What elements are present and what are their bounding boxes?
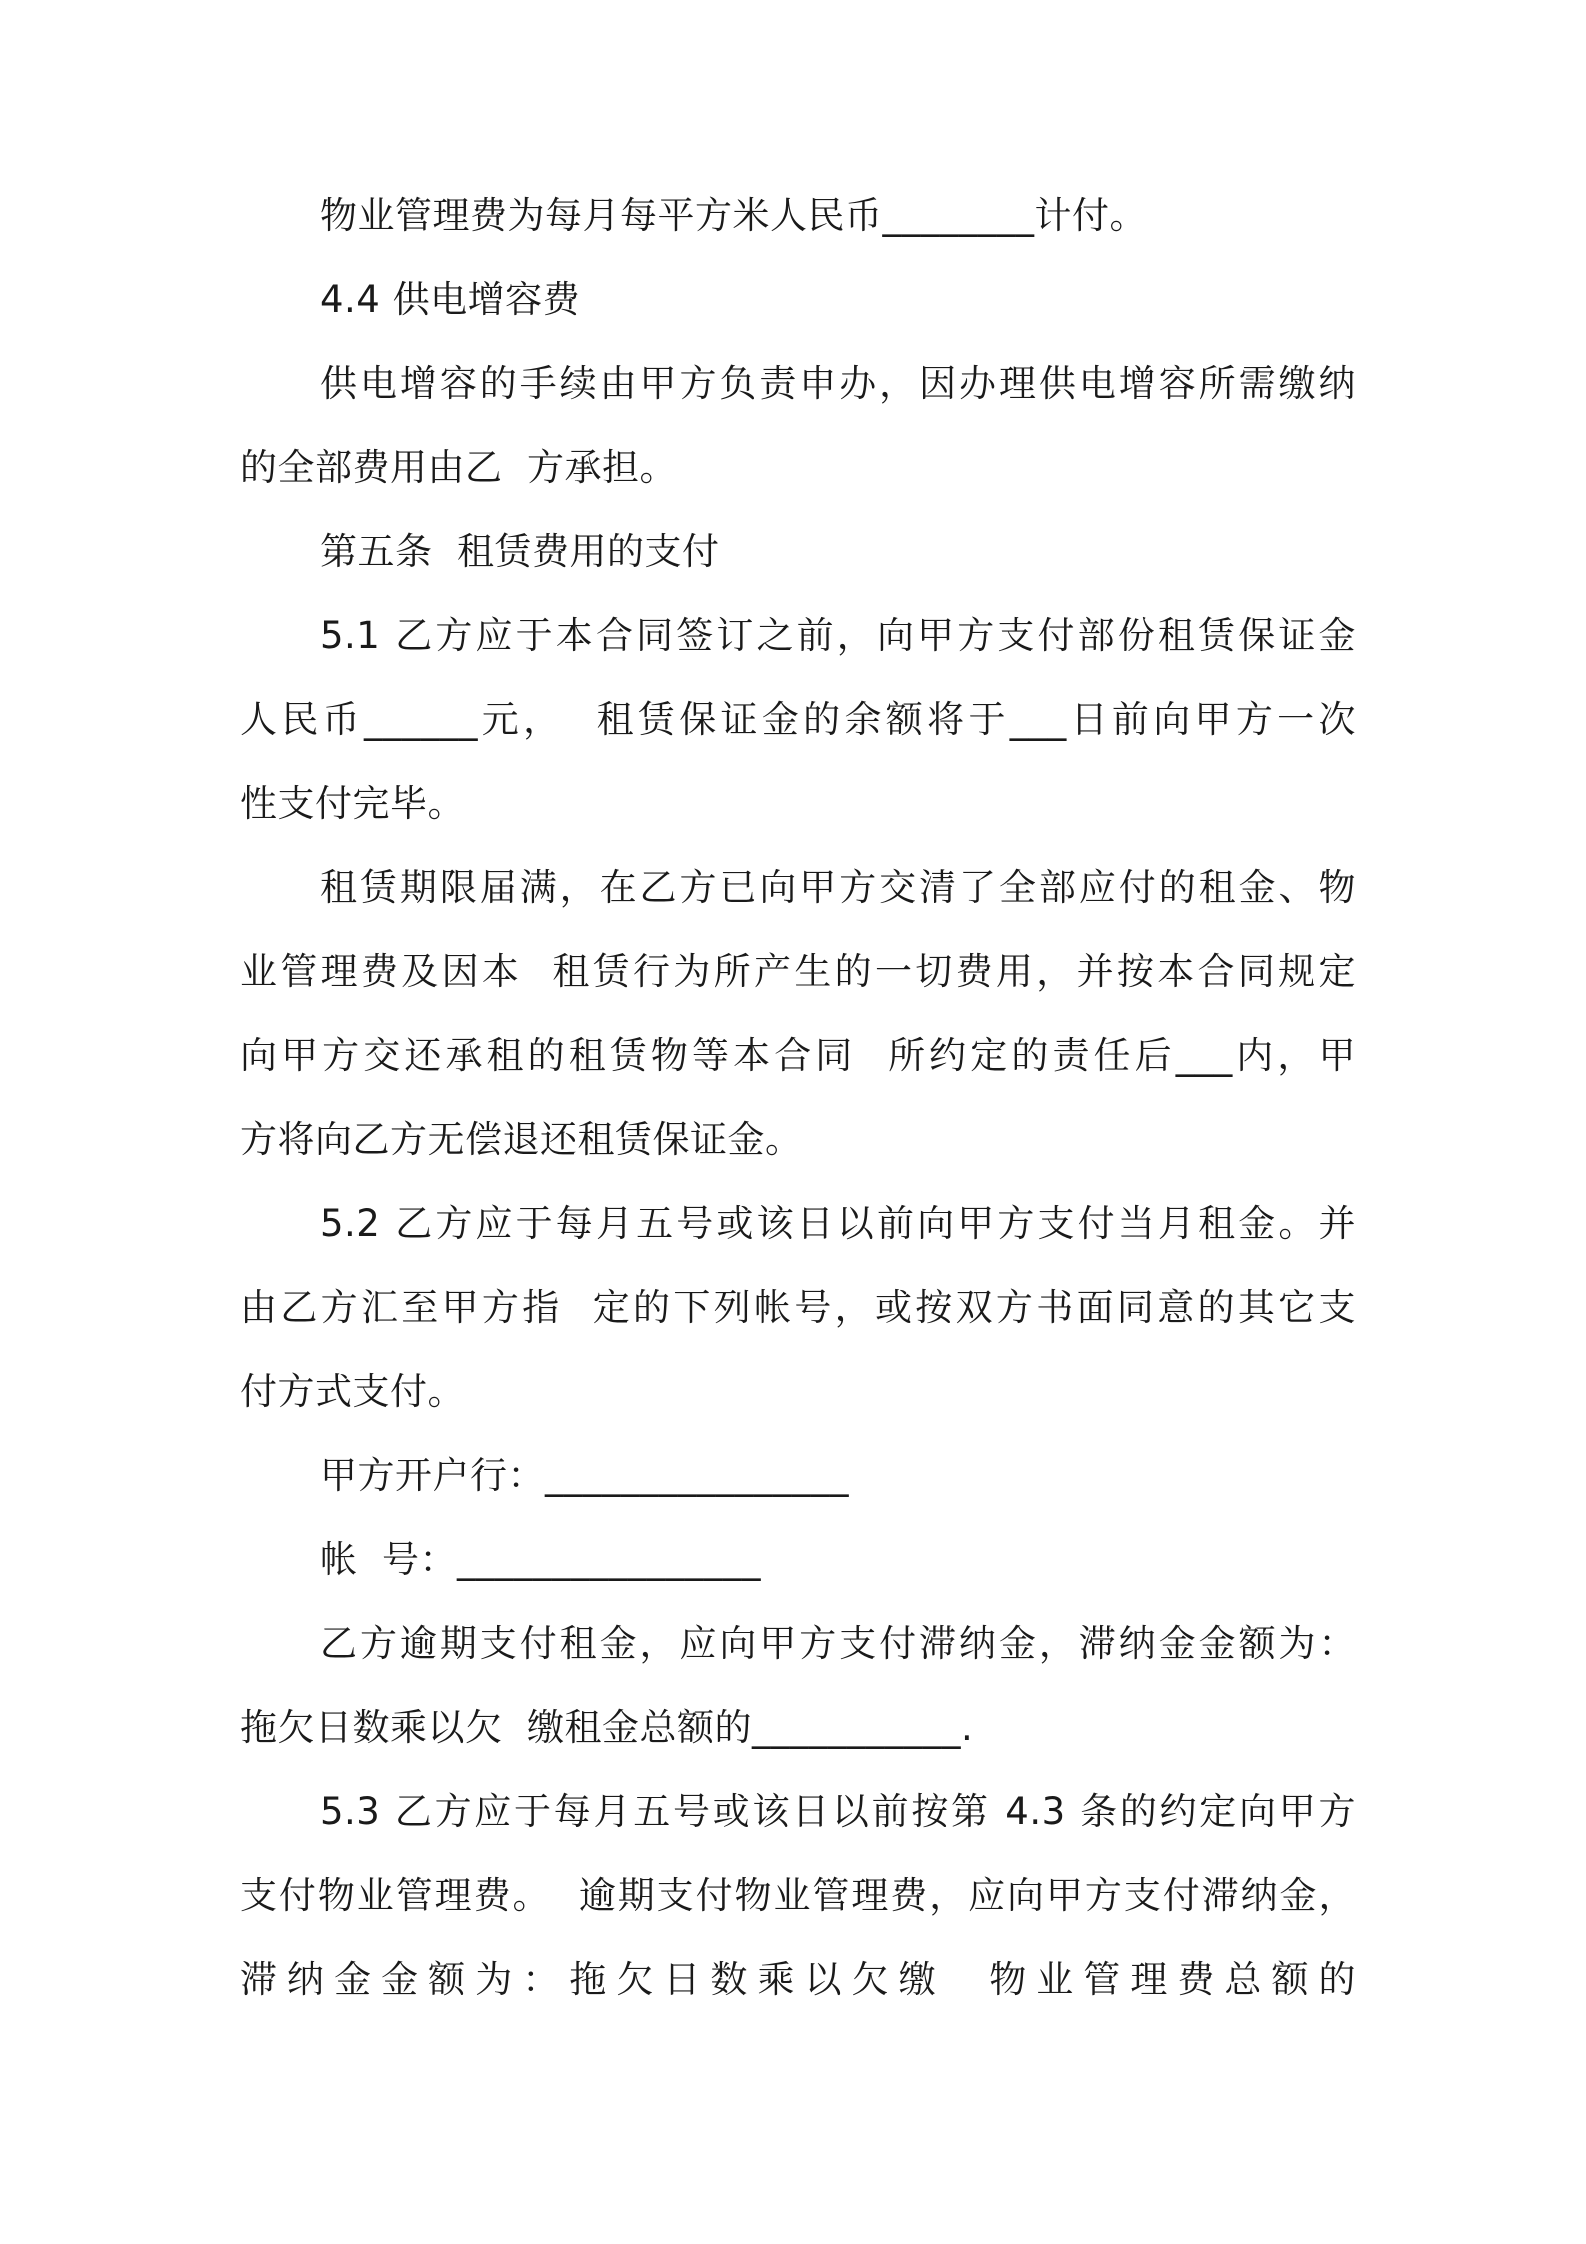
text-line-power-capacity-cont: 的全部费用由乙 方承担。 xyxy=(240,446,678,489)
text-line-section-5-2-cont: 由乙方汇至甲方指 定的下列帐号，或按双方书面同意的其它支 xyxy=(240,1286,1356,1329)
text-line-account-number: 帐 号：________________ xyxy=(320,1538,762,1581)
text-line-section-5-1: 5.1 乙方应于本合同签订之前，向甲方支付部份租赁保证金 xyxy=(320,614,1356,657)
text-line-late-rent: 乙方逾期支付租金，应向甲方支付滞纳金，滞纳金金额为： xyxy=(320,1622,1356,1665)
text-line-deposit-return-cont-2: 向甲方交还承租的租赁物等本合同 所约定的责任后___内，甲 xyxy=(240,1034,1356,1077)
text-line-late-rent-cont: 拖欠日数乘以欠 缴租金总额的___________. xyxy=(240,1706,974,1749)
text-line-deposit-return: 租赁期限届满，在乙方已向甲方交清了全部应付的租金、物 xyxy=(320,866,1356,909)
text-line-section-5-1-cont: 人民币______元， 租赁保证金的余额将于___日前向甲方一次 xyxy=(240,698,1356,741)
text-line-section-5-2-end: 付方式支付。 xyxy=(240,1370,465,1413)
text-line-section-5-2: 5.2 乙方应于每月五号或该日以前向甲方支付当月租金。并 xyxy=(320,1202,1356,1245)
text-line-power-capacity: 供电增容的手续由甲方负责申办，因办理供电增容所需缴纳 xyxy=(320,362,1356,405)
text-line-deposit-return-cont-1: 业管理费及因本 租赁行为所产生的一切费用，并按本合同规定 xyxy=(240,950,1356,993)
text-line-article-5-heading: 第五条 租赁费用的支付 xyxy=(320,530,720,573)
text-line-section-5-1-end: 性支付完毕。 xyxy=(240,782,465,825)
text-line-section-4-4-heading: 4.4 供电增容费 xyxy=(320,278,581,321)
text-line-bank-name: 甲方开户行：________________ xyxy=(320,1454,849,1497)
text-line-section-5-3: 5.3 乙方应于每月五号或该日以前按第 4.3 条的约定向甲方 xyxy=(320,1790,1356,1833)
text-line-deposit-return-end: 方将向乙方无偿退还租赁保证金。 xyxy=(240,1118,803,1161)
text-line-section-5-3-cont: 支付物业管理费。 逾期支付物业管理费，应向甲方支付滞纳金， xyxy=(240,1874,1356,1917)
text-line-property-fee: 物业管理费为每月每平方米人民币________计付。 xyxy=(320,194,1147,237)
text-line-section-5-3-end: 滞纳金金额为：拖欠日数乘以欠缴 物业管理费总额的 xyxy=(240,1958,1356,2001)
